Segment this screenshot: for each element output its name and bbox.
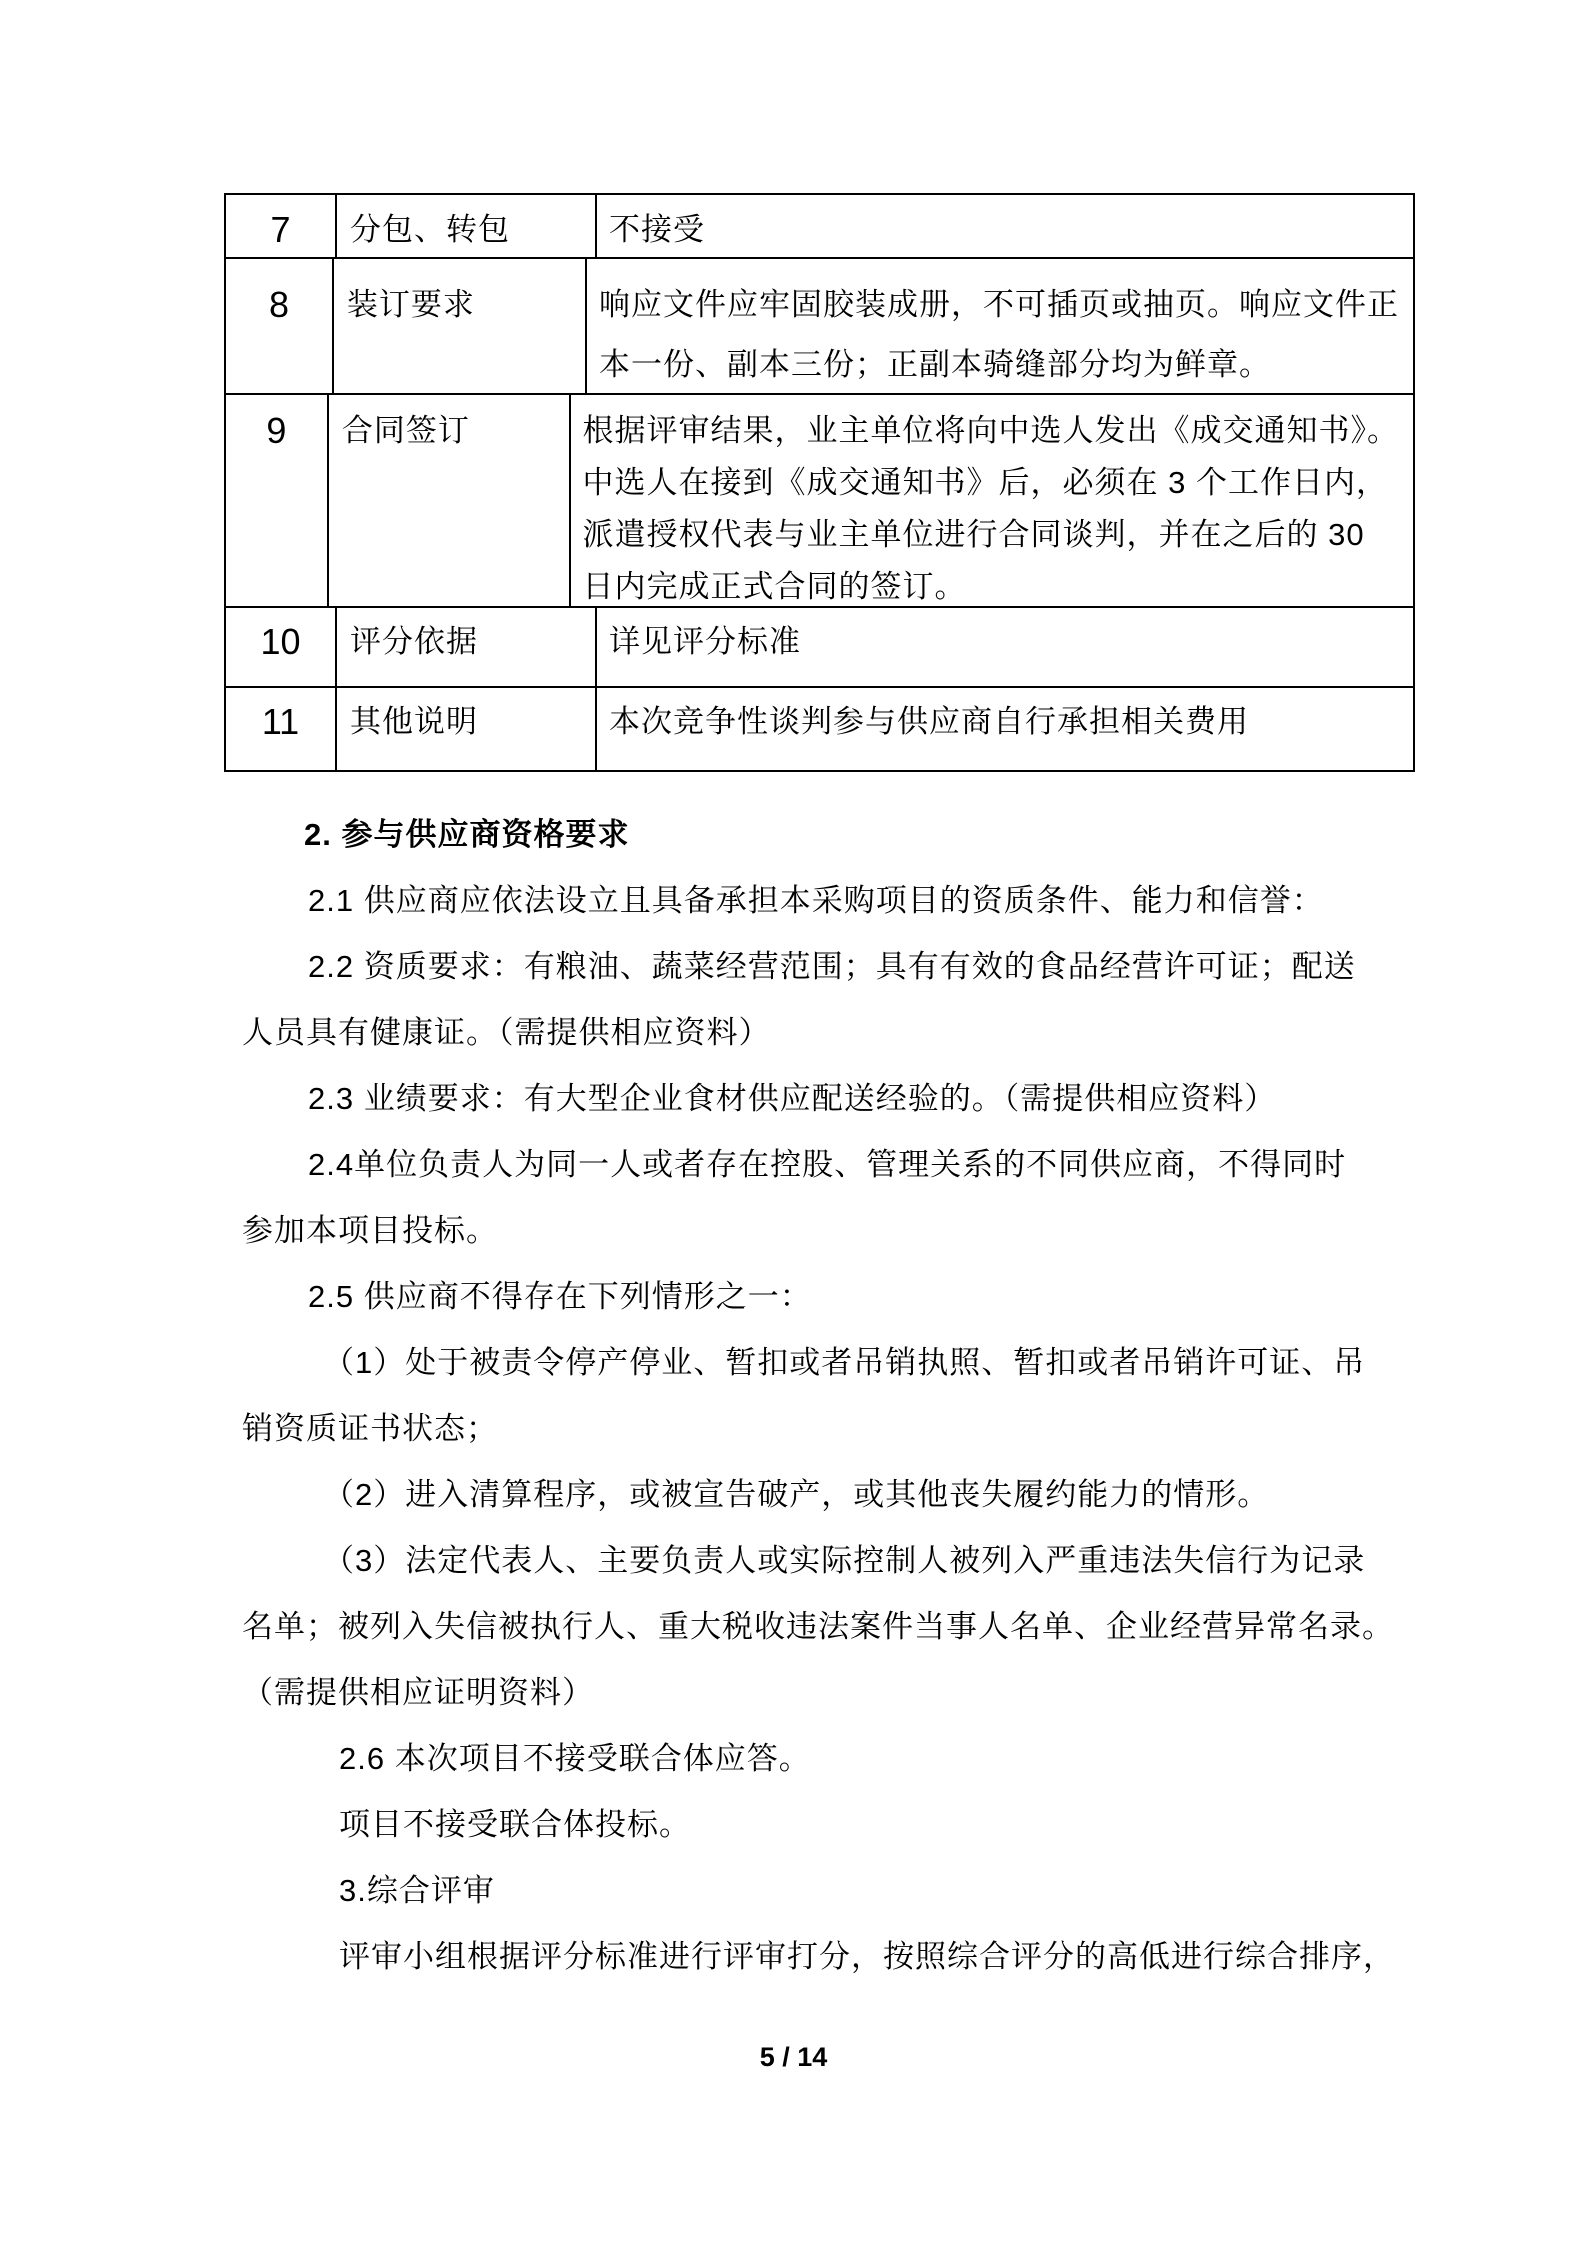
row-content [571, 395, 1414, 606]
table-row [226, 395, 1413, 608]
body-line: 2.3 业绩要求：有大型企业食材供应配送经验的。（需提供相应资料） [308, 1081, 1277, 1116]
row-label: 评分依据 [337, 608, 597, 686]
content-line: 日内完成正式合同的签订。 [582, 569, 967, 604]
content-line: 响应文件应牢固胶装成册，不可插页或抽页。响应文件正 [599, 287, 1399, 322]
content-line: 根据评审结果，业主单位将向中选人发出《成交通知书》。 [582, 413, 1399, 448]
content-line: 派遣授权代表与业主单位进行合同谈判，并在之后的 30 [582, 517, 1365, 552]
body-line: 3.综合评审 [339, 1873, 495, 1908]
body-line: （2）进入清算程序，或被宣告破产，或其他丧失履约能力的情形。 [323, 1477, 1270, 1512]
row-content [597, 688, 1413, 770]
table-row [226, 195, 1413, 259]
body-line: （1）处于被责令停产停业、暂扣或者吊销执照、暂扣或者吊销许可证、吊 [323, 1345, 1366, 1380]
body-line: （3）法定代表人、主要负责人或实际控制人被列入严重违法失信行为记录 [323, 1543, 1366, 1578]
row-label: 装订要求 [334, 259, 587, 393]
row-content [597, 608, 1413, 686]
row-content [597, 195, 1413, 257]
body-line: 销资质证书状态； [242, 1411, 498, 1446]
row-content [587, 259, 1413, 393]
row-label: 其他说明 [337, 688, 597, 770]
body-line: 名单；被列入失信被执行人、重大税收违法案件当事人名单、企业经营异常名录。 [242, 1609, 1394, 1644]
table-row [226, 259, 1413, 395]
body-line: 2.1 供应商应依法设立且具备承担本采购项目的资质条件、能力和信誉： [308, 883, 1324, 918]
content-line: 本次竞争性谈判参与供应商自行承担相关费用 [609, 704, 1249, 739]
body-text [242, 802, 1442, 1990]
row-number: 11 [226, 688, 337, 770]
table-row [226, 608, 1413, 688]
body-line: 2.5 供应商不得存在下列情形之一： [308, 1279, 812, 1314]
body-line: 2.4单位负责人为同一人或者存在控股、管理关系的不同供应商，不得同时 [308, 1147, 1347, 1182]
page-number: 5 / 14 [759, 2042, 828, 2072]
row-number: 7 [226, 195, 337, 257]
content-line: 本一份、副本三份；正副本骑缝部分均为鲜章。 [599, 347, 1271, 382]
row-number: 10 [226, 608, 337, 686]
table-row [226, 688, 1413, 770]
row-number: 9 [226, 395, 329, 606]
body-line: （需提供相应证明资料） [242, 1675, 594, 1710]
body-line: 参加本项目投标。 [242, 1213, 498, 1248]
body-line: 项目不接受联合体投标。 [339, 1807, 691, 1842]
section-heading: 2. 参与供应商资格要求 [304, 817, 630, 852]
body-line: 2.6 本次项目不接受联合体应答。 [339, 1741, 811, 1776]
row-number: 8 [226, 259, 334, 393]
body-line: 评审小组根据评分标准进行评审打分，按照综合评分的高低进行综合排序， [339, 1939, 1395, 1974]
body-line: 人员具有健康证。（需提供相应资料） [242, 1015, 771, 1050]
row-label: 合同签订 [329, 395, 571, 606]
content-line: 不接受 [609, 212, 705, 247]
content-line: 中选人在接到《成交通知书》后，必须在 3 个工作日内， [582, 465, 1388, 500]
body-line: 2.2 资质要求：有粮油、蔬菜经营范围；具有有效的食品经营许可证；配送 [308, 949, 1356, 984]
requirements-table [224, 193, 1415, 772]
content-line: 详见评分标准 [609, 624, 801, 659]
row-label: 分包、转包 [337, 195, 597, 257]
